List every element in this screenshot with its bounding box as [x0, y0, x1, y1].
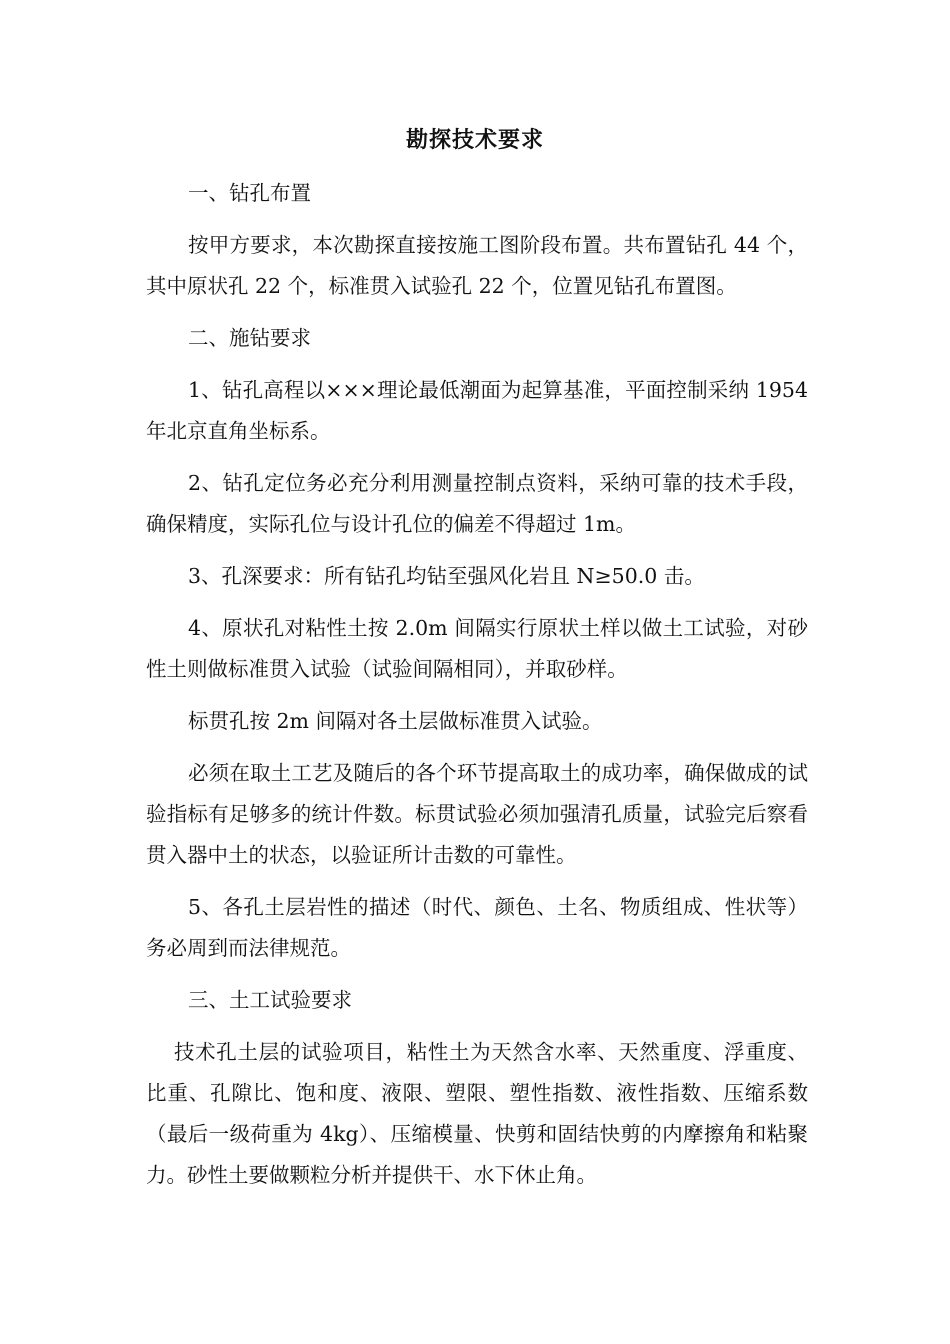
section-heading-drilling-requirements: 二、施钻要求: [188, 326, 311, 350]
document-title: 勘探技术要求: [405, 127, 544, 153]
section-heading-lab-tests: 三、土工试验要求: [188, 988, 352, 1012]
paragraph-lab-tests: 技术孔土层的试验项目，粘性土为天然含水率、天然重度、浮重度、比重、孔隙比、饱和度、液限、塑限、塑性指数、液性指数、压缩系数（最后一级荷重为 4kg）、压缩模量、快剪和固结快剪的内摩擦角和粘聚力。砂性土要做颗粒分析并提供干、水下休止角。: [146, 1040, 808, 1187]
paragraph-requirement-5: 5、各孔土层岩性的描述（时代、颜色、土名、物质组成、性状等）务必周到而法律规范。: [146, 895, 808, 960]
paragraph-requirement-4: 4、原状孔对粘性土按 2.0m 间隔实行原状土样以做土工试验，对砂性土则做标准贯入试验（试验间隔相同），并取砂样。: [146, 616, 808, 681]
section-heading-drilling-layout: 一、钻孔布置: [188, 181, 311, 205]
paragraph-sampling-quality: 必须在取土工艺及随后的各个环节提高取土的成功率，确保做成的试验指标有足够多的统计件数。标贯试验必须加强清孔质量，试验完后察看贯入器中土的状态，以验证所计击数的可靠性。: [146, 761, 808, 867]
paragraph-requirement-1: 1、钻孔高程以×××理论最低潮面为起算基准，平面控制采纳 1954 年北京直角坐标系。: [146, 378, 808, 443]
paragraph-requirement-3: 3、孔深要求：所有钻孔均钻至强风化岩且 N≥50.0 击。: [188, 564, 705, 588]
paragraph-requirement-2: 2、钻孔定位务必充分利用测量控制点资料，采纳可靠的技术手段，确保精度，实际孔位与设计孔位的偏差不得超过 1m。: [146, 471, 808, 536]
document-body: [146, 173, 808, 1207]
paragraph-drilling-layout: 按甲方要求，本次勘探直接按施工图阶段布置。共布置钻孔 44 个，其中原状孔 22 个，标准贯入试验孔 22 个，位置见钻孔布置图。: [146, 233, 808, 298]
paragraph-spt-holes: 标贯孔按 2m 间隔对各土层做标准贯入试验。: [188, 709, 603, 733]
